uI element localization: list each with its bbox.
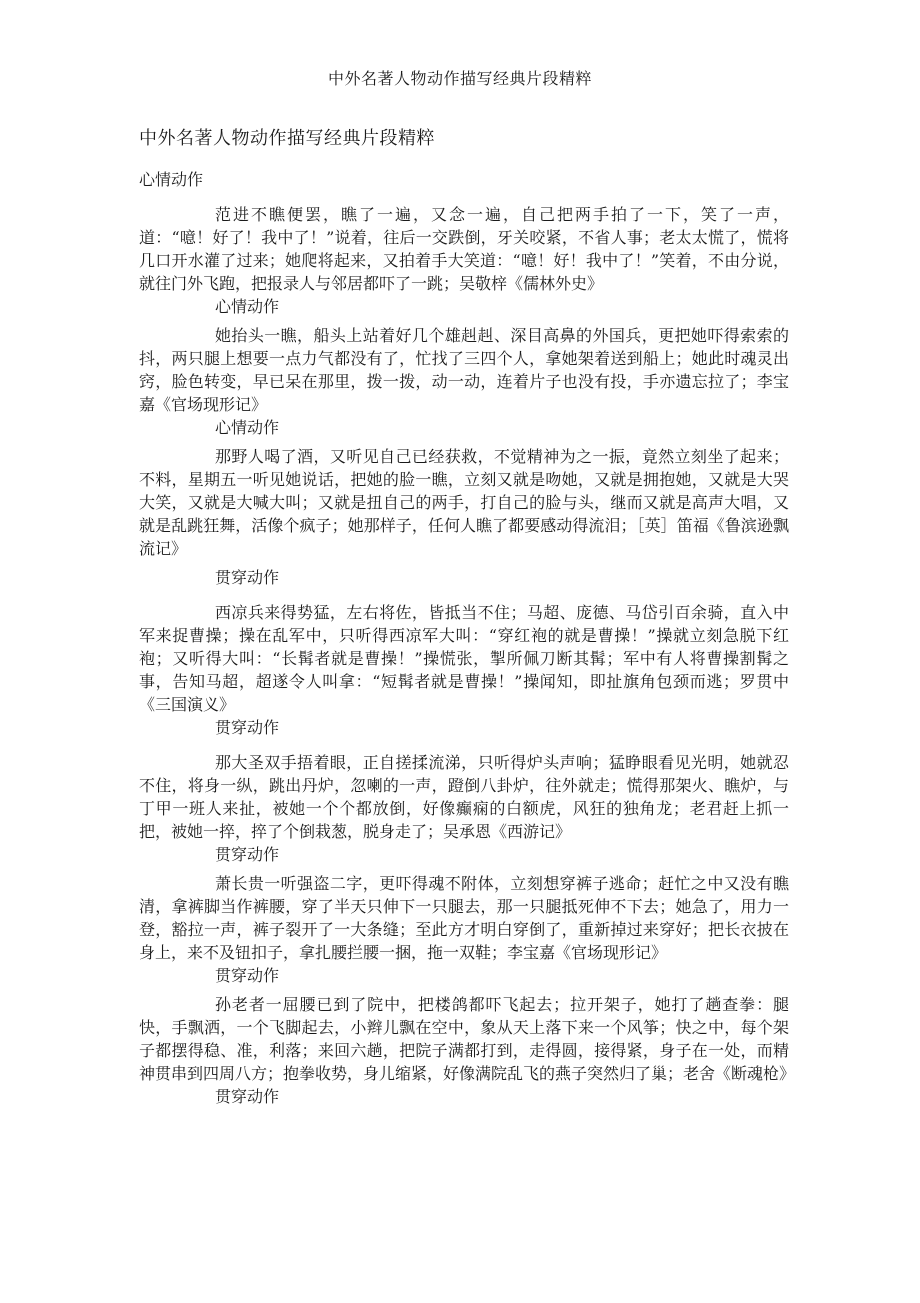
section-category: 贯穿动作 [215, 1087, 280, 1106]
page-header-title: 中外名著人物动作描写经典片段精粹 [327, 69, 592, 88]
section-category: 心情动作 [215, 418, 280, 437]
section-category: 心情动作 [139, 170, 204, 189]
section-category: 贯穿动作 [215, 845, 280, 864]
section-category: 贯穿动作 [215, 718, 280, 737]
section-paragraph: 她抬头一瞧，船头上站着好几个雄赳赳、深目高鼻的外国兵，更把她吓得索索的抖，两只腿上想要一点力气都没有了，忙找了三四个人，拿她架着送到船上；她此时魂灵出窍，脸色转变，早已呆在那里，拨一拨，动一动，连着片子也没有投，手亦遗忘拉了；李宝嘉《官场现形记》 [139, 326, 789, 414]
section-paragraph: 西凉兵来得势猛，左右将佐，皆抵当不住；马超、庞德、马岱引百余骑，直入中军来捉曹操；操在乱军中，只听得西凉军大叫：“穿红袍的就是曹操！”操就立刻急脱下红袍；又听得大叫：“长髯者就是曹操！”操慌张，掣所佩刀断其髯；军中有人将曹操割髯之事，告知马超，超遂令人叫拿：“短髯者就是曹操！”操闻知，即扯旗角包颈而逃；罗贯中《三国演义》 [139, 603, 789, 714]
section-paragraph: 孙老者一屈腰已到了院中，把楼鸽都吓飞起去；拉开架子，她打了趟查拳：腿快，手飘洒，一个飞脚起去，小辫儿飘在空中，象从天上落下来一个风筝；快之中，每个架子都摆得稳、准，利落；来回六趟，把院子满都打到，走得圆，接得紧，身子在一处，而精神贯串到四周八方；抱拳收势，身儿缩紧，好像满院乱飞的燕子突然归了巢；老舍《断魂枪》 [139, 995, 796, 1083]
document-title: 中外名著人物动作描写经典片段精粹 [139, 128, 435, 149]
section-category: 贯穿动作 [215, 966, 280, 985]
section-paragraph: 范进不瞧便罢，瞧了一遍，又念一遍，自己把两手拍了一下，笑了一声，道：“噫！好了！我中了！”说着，往后一交跌倒，牙关咬紧，不省人事；老太太慌了，慌将几口开水灌了过来；她爬将起来，又拍着手大笑道：“噫！好！我中了！”笑着，不由分说，就往门外飞跑，把报录人与邻居都吓了一跳；吴敬梓《儒林外史》 [139, 205, 789, 293]
section-paragraph: 萧长贵一听强盗二字，更吓得魂不附体，立刻想穿裤子逃命；赶忙之中又没有瞧清，拿裤脚当作裤腰，穿了半天只伸下一只腿去，那一只腿抵死伸不下去；她急了，用力一登，豁拉一声，裤子裂开了一大条缝；至此方才明白穿倒了，重新掉过来穿好；把长衣披在身上，来不及钮扣子，拿扎腰拦腰一捆，拖一双鞋；李宝嘉《官场现形记》 [139, 874, 789, 962]
section-category: 贯穿动作 [215, 568, 280, 587]
section-paragraph: 那野人喝了酒，又听见自己已经获救，不觉精神为之一振，竟然立刻坐了起来；不料，星期五一听见她说话，把她的脸一瞧，立刻又就是吻她，又就是拥抱她，又就是大哭大笑，又就是大喊大叫；又就是扭自己的两手，打自己的脸与头，继而又就是高声大唱，又就是乱跳狂舞，活像个疯子；她那样子，任何人瞧了都要感动得流泪；［英］笛福《鲁滨逊飘流记》 [139, 447, 789, 558]
section-category: 心情动作 [215, 297, 280, 316]
document-body [139, 168, 796, 1108]
section-paragraph: 那大圣双手捂着眼，正自搓揉流涕，只听得炉头声响；猛睁眼看见光明，她就忍不住，将身一纵，跳出丹炉，忽喇的一声，蹬倒八卦炉，往外就走；慌得那架火、瞧炉，与丁甲一班人来扯，被她一个个都放倒，好像癫痫的白额虎，风狂的独角龙；老君赶上抓一把，被她一捽，捽了个倒栽葱，脱身走了；吴承恩《西游记》 [139, 753, 789, 841]
